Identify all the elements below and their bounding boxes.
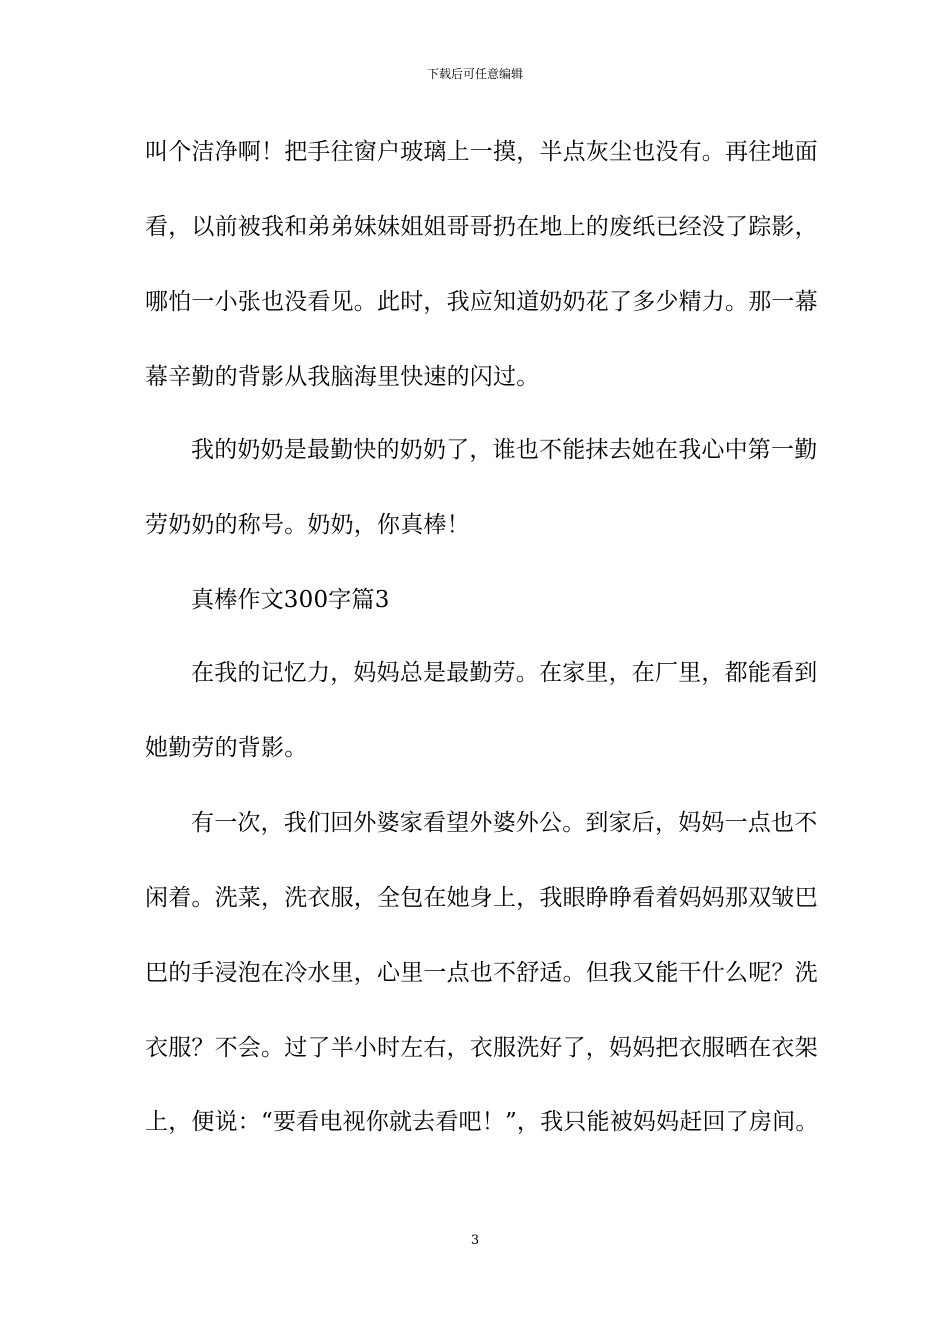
text-line: 闲着。洗菜，洗衣服，全包在她身上，我眼睁睁看着妈妈那双皱巴 <box>145 885 818 911</box>
paragraph-first-line: 在我的记忆力，妈妈总是最勤劳。在家里，在厂里，都能看到 <box>191 660 818 686</box>
text-line: 哪怕一小张也没看见。此时，我应知道奶奶花了多少精力。那一幕 <box>145 289 818 315</box>
text-line: 看，以前被我和弟弟妹妹姐姐哥哥扔在地上的废纸已经没了踪影， <box>145 214 818 240</box>
text-line: 她勤劳的背影。 <box>145 735 308 761</box>
paragraph-first-line: 有一次，我们回外婆家看望外婆外公。到家后，妈妈一点也不 <box>191 810 818 836</box>
text-line: 劳奶奶的称号。奶奶，你真棒！ <box>145 512 470 538</box>
section-heading: 真棒作文300字篇3 <box>191 587 390 613</box>
text-line: 巴的手浸泡在冷水里，心里一点也不舒适。但我又能干什么呢？洗 <box>145 960 818 986</box>
text-line: 叫个洁净啊！把手往窗户玻璃上一摸，半点灰尘也没有。再往地面 <box>145 139 818 165</box>
text-line: 幕辛勤的背影从我脑海里快速的闪过。 <box>145 364 540 390</box>
paragraph-first-line: 我的奶奶是最勤快的奶奶了，谁也不能抹去她在我心中第一勤 <box>191 437 818 463</box>
page-number: 3 <box>470 1233 480 1248</box>
page-header: 下载后可任意编辑 <box>426 67 523 81</box>
text-line: 上，便说：“要看电视你就去看吧！”，我只能被妈妈赶回了房间。 <box>145 1109 819 1135</box>
text-line: 衣服？不会。过了半小时左右，衣服洗好了，妈妈把衣服晒在衣架 <box>145 1035 818 1061</box>
